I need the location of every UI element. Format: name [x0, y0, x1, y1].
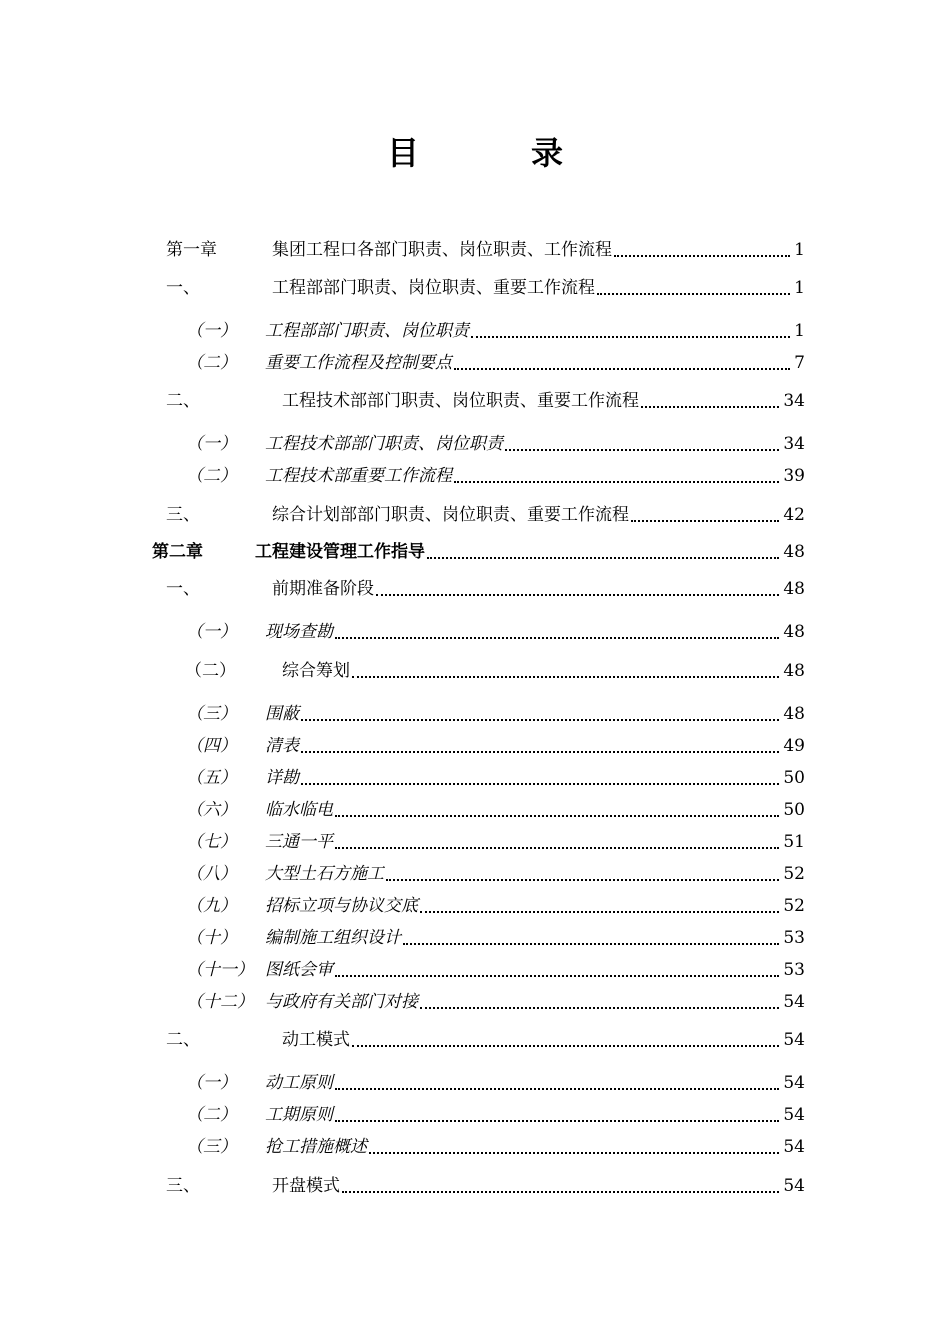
toc-entry[interactable] [0, 659, 950, 683]
toc-entry-title: 工程部部门职责、岗位职责 [265, 321, 469, 341]
toc-entry-title: 招标立项与协议交底 [265, 896, 418, 916]
toc-leader-dots [335, 847, 779, 849]
toc-leader-dots [376, 594, 779, 596]
toc-entry-title: 集团工程口各部门职责、岗位职责、工作流程 [272, 240, 612, 260]
toc-leader-dots [301, 719, 779, 721]
toc-entry-page: 7 [794, 353, 805, 373]
toc-entry-title: 工程技术部部门职责、岗位职责 [265, 434, 503, 454]
toc-entry-page: 51 [783, 832, 805, 852]
toc-entry-title: 工程建设管理工作指导 [255, 542, 425, 562]
toc-leader-dots [301, 751, 779, 753]
toc-entry[interactable] [0, 577, 950, 601]
toc-entry-number: （六） [186, 800, 237, 820]
toc-entry[interactable] [0, 464, 950, 488]
toc-entry-title: 工程部部门职责、岗位职责、重要工作流程 [272, 278, 595, 298]
toc-entry-number: 二、 [166, 391, 200, 411]
toc-entry-number: （十二） [186, 992, 254, 1012]
toc-entry-page: 53 [783, 928, 805, 948]
toc-entry-page: 1 [794, 278, 805, 298]
toc-leader-dots [454, 368, 790, 370]
toc-leader-dots [369, 1152, 779, 1154]
toc-entry-number: 第一章 [166, 240, 217, 260]
toc-entry-number: 三、 [166, 1176, 200, 1196]
toc-entry-title: 工期原则 [265, 1105, 333, 1125]
toc-entry-page: 48 [783, 542, 805, 562]
toc-entry-page: 54 [783, 1176, 805, 1196]
toc-entry-page: 50 [783, 768, 805, 788]
toc-entry[interactable] [0, 958, 950, 982]
toc-entry-number: （二） [186, 466, 237, 486]
toc-entry-number: （一） [186, 622, 237, 642]
toc-entry[interactable] [0, 894, 950, 918]
toc-entry[interactable] [0, 503, 950, 527]
toc-leader-dots [420, 911, 779, 913]
toc-leader-dots [454, 481, 779, 483]
toc-entry-page: 48 [783, 704, 805, 724]
toc-entry-number: （四） [186, 736, 237, 756]
toc-entry-page: 54 [783, 1105, 805, 1125]
toc-entry[interactable] [0, 702, 950, 726]
toc-entry-page: 54 [783, 1137, 805, 1157]
toc-title: 目 录 [386, 134, 603, 172]
toc-entry-page: 50 [783, 800, 805, 820]
toc-entry-title: 工程技术部重要工作流程 [265, 466, 452, 486]
toc-leader-dots [335, 815, 779, 817]
toc-entry-number: （七） [186, 832, 237, 852]
toc-entry[interactable] [0, 734, 950, 758]
toc-entry-number: 二、 [166, 1030, 200, 1050]
toc-entry-page: 53 [783, 960, 805, 980]
toc-leader-dots [631, 520, 779, 522]
toc-entry-title: 抢工措施概述 [265, 1137, 367, 1157]
toc-leader-dots [420, 1007, 779, 1009]
toc-entry-number: （九） [186, 896, 237, 916]
toc-entry-title: 动工模式 [282, 1030, 350, 1050]
toc-entry-number: （十一） [186, 960, 254, 980]
toc-entry-title: 编制施工组织设计 [265, 928, 401, 948]
toc-entry[interactable] [0, 1174, 950, 1198]
toc-entry-title: 综合筹划 [282, 661, 350, 681]
toc-entry-page: 49 [783, 736, 805, 756]
toc-entry-title: 综合计划部部门职责、岗位职责、重要工作流程 [272, 505, 629, 525]
toc-entry-number: （一） [186, 1073, 237, 1093]
toc-entry[interactable] [0, 830, 950, 854]
toc-entry-number: （二） [186, 353, 237, 373]
toc-leader-dots [335, 637, 779, 639]
toc-entry-number: 三、 [166, 505, 200, 525]
toc-entry-page: 1 [794, 321, 805, 341]
toc-entry-page: 34 [783, 391, 805, 411]
toc-entry-title: 工程技术部部门职责、岗位职责、重要工作流程 [282, 391, 639, 411]
toc-entry-page: 42 [783, 505, 805, 525]
toc-leader-dots [614, 255, 790, 257]
toc-entry-number: （三） [186, 704, 237, 724]
toc-leader-dots [352, 1045, 779, 1047]
toc-entry-page: 54 [783, 1073, 805, 1093]
toc-entry-title: 开盘模式 [272, 1176, 340, 1196]
toc-entry-number: （一） [186, 321, 237, 341]
toc-entry-title: 前期准备阶段 [272, 579, 374, 599]
toc-leader-dots [471, 336, 790, 338]
toc-entry[interactable] [0, 766, 950, 790]
toc-leader-dots [403, 943, 779, 945]
toc-leader-dots [301, 783, 779, 785]
toc-entry-number: （三） [186, 1137, 237, 1157]
toc-entry-page: 48 [783, 661, 805, 681]
toc-entry-number: 一、 [166, 579, 200, 599]
toc-entry-title: 大型土石方施工 [265, 864, 384, 884]
toc-entry-number: 第二章 [152, 542, 203, 562]
toc-entry-title: 临水临电 [265, 800, 333, 820]
toc-leader-dots [505, 449, 779, 451]
toc-entry[interactable] [0, 1103, 950, 1127]
toc-entry-page: 54 [783, 992, 805, 1012]
toc-entry-title: 三通一平 [265, 832, 333, 852]
toc-entry-number: （二） [185, 661, 236, 681]
toc-leader-dots [335, 975, 779, 977]
toc-entry[interactable] [0, 1028, 950, 1052]
toc-entry-number: （五） [186, 768, 237, 788]
toc-entry-page: 48 [783, 622, 805, 642]
toc-entry[interactable] [0, 620, 950, 644]
toc-entry[interactable] [0, 238, 950, 262]
toc-entry[interactable] [0, 990, 950, 1014]
toc-entry-title: 围蔽 [265, 704, 299, 724]
toc-entry-page: 1 [794, 240, 805, 260]
toc-entry-title: 与政府有关部门对接 [265, 992, 418, 1012]
toc-leader-dots [352, 676, 779, 678]
toc-entry[interactable] [0, 862, 950, 886]
toc-entry[interactable] [0, 798, 950, 822]
toc-entry[interactable] [0, 351, 950, 375]
toc-entry-number: （一） [186, 434, 237, 454]
toc-leader-dots [427, 557, 779, 559]
toc-entry-number: 一、 [166, 278, 200, 298]
toc-entry-title: 详勘 [265, 768, 299, 788]
toc-entry[interactable] [0, 926, 950, 950]
toc-leader-dots [641, 406, 779, 408]
toc-entry-title: 清表 [265, 736, 299, 756]
toc-entry[interactable] [0, 540, 950, 564]
toc-entry-page: 34 [783, 434, 805, 454]
toc-entry-number: （十） [186, 928, 237, 948]
toc-entry-page: 54 [783, 1030, 805, 1050]
toc-entry[interactable] [0, 1071, 950, 1095]
toc-leader-dots [597, 293, 790, 295]
toc-entry-page: 48 [783, 579, 805, 599]
toc-entry-page: 52 [783, 864, 805, 884]
toc-entry[interactable] [0, 389, 950, 413]
toc-leader-dots [335, 1088, 779, 1090]
toc-leader-dots [342, 1191, 779, 1193]
toc-entry-title: 现场查勘 [265, 622, 333, 642]
toc-entry-number: （二） [186, 1105, 237, 1125]
toc-entry-title: 重要工作流程及控制要点 [265, 353, 452, 373]
toc-entry[interactable] [0, 432, 950, 456]
toc-entry-page: 39 [783, 466, 805, 486]
toc-entry[interactable] [0, 1135, 950, 1159]
toc-entry-title: 动工原则 [265, 1073, 333, 1093]
toc-entry[interactable] [0, 319, 950, 343]
toc-entry-page: 52 [783, 896, 805, 916]
toc-leader-dots [386, 879, 779, 881]
toc-leader-dots [335, 1120, 779, 1122]
toc-entry-title: 图纸会审 [265, 960, 333, 980]
toc-entry[interactable] [0, 276, 950, 300]
toc-entry-number: （八） [186, 864, 237, 884]
